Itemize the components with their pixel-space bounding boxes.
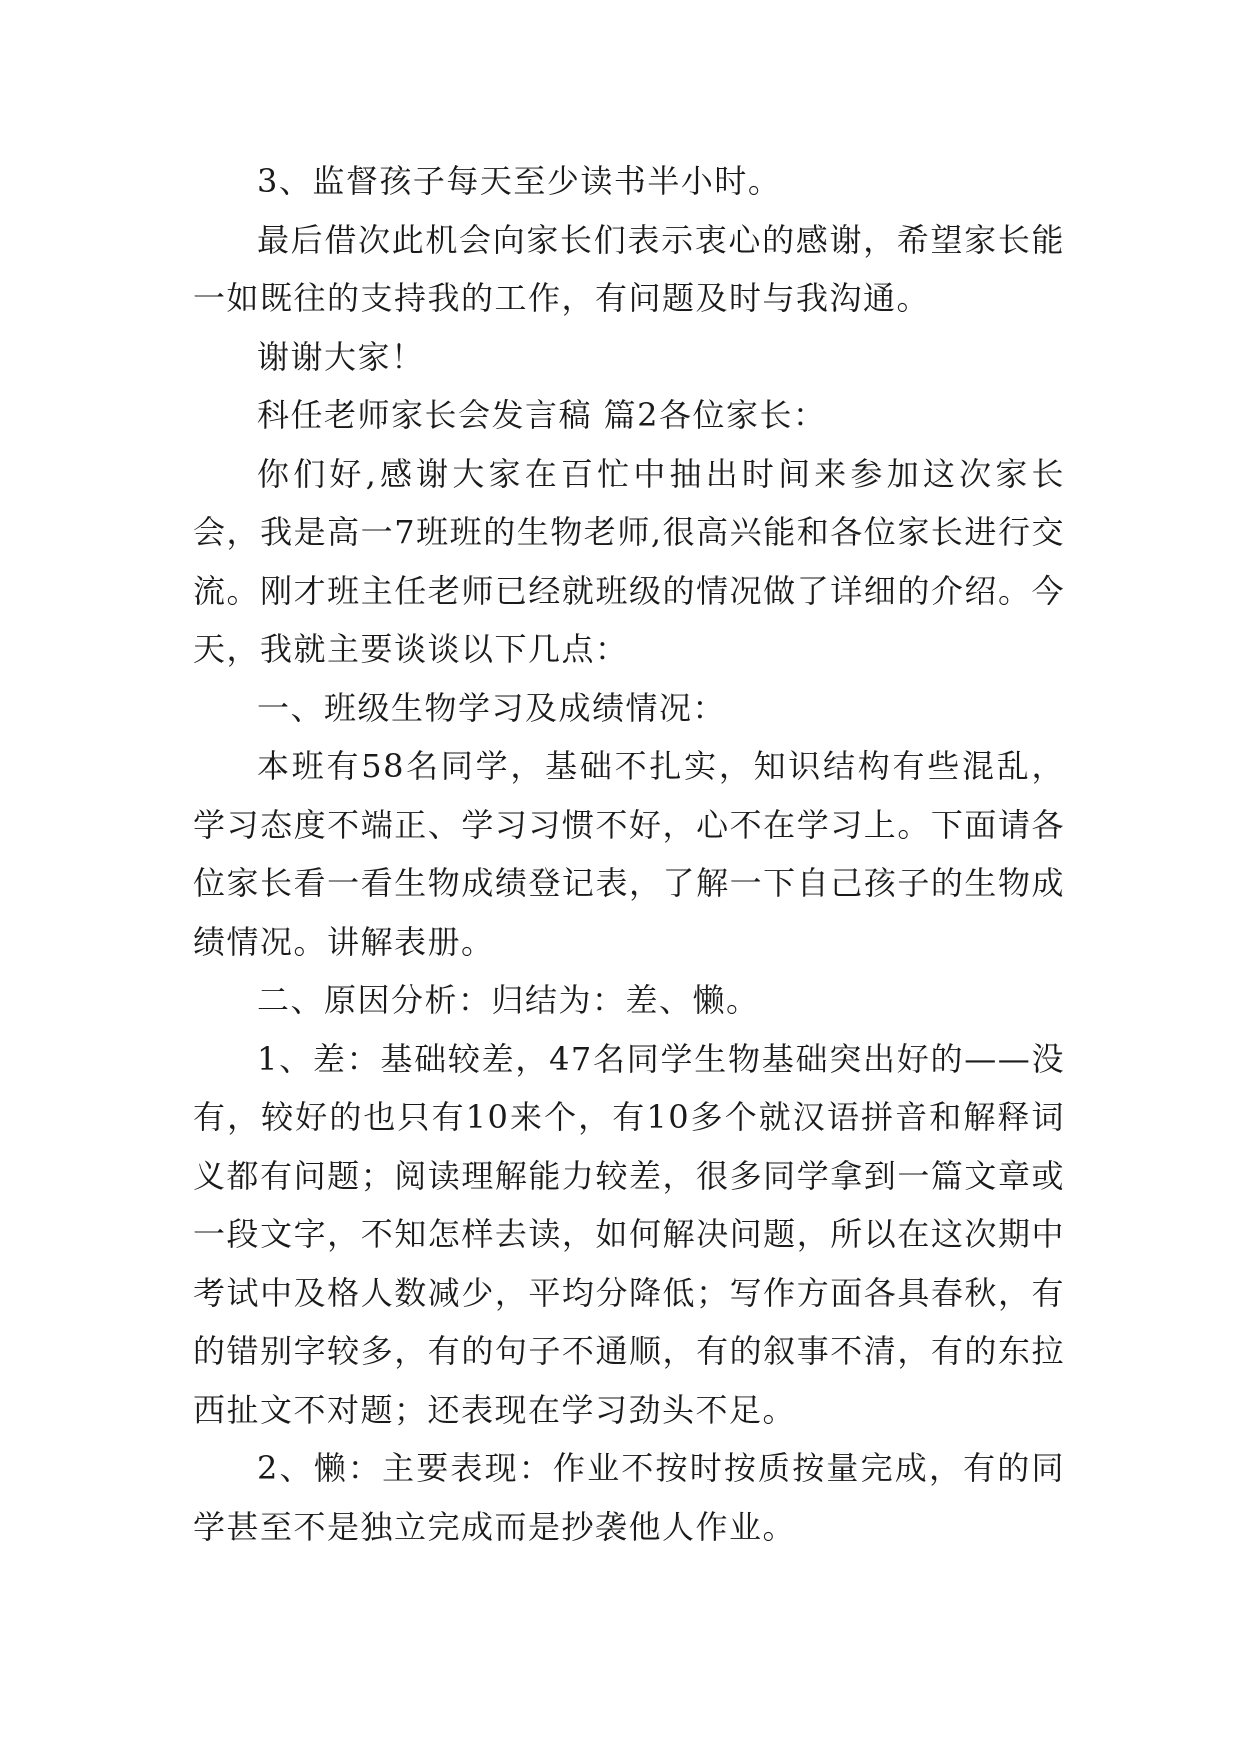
paragraph-greeting: 你们好,感谢大家在百忙中抽出时间来参加这次家长会，我是高一7班班的生物老师,很高兴能和各位家长进行交流。刚才班主任老师已经就班级的情况做了详细的介绍。今天，我就主要谈谈以下几点： — [193, 454, 1065, 668]
paragraph-laziness: 2、懒：主要表现：作业不按时按质按量完成，有的同学甚至不是独立完成而是抄袭他人作业。 — [193, 1449, 1065, 1546]
paragraph-class-overview: 本班有58名同学，基础不扎实，知识结构有些混乱，学习态度不端正、学习习惯不好，心不在学习上。下面请各位家长看一看生物成绩登记表，了解一下自己孩子的生物成绩情况。讲解表册。 — [193, 747, 1065, 961]
paragraph-reading-supervision: 3、监督孩子每天至少读书半小时。 — [257, 162, 782, 200]
paragraph-speech-heading: 科任老师家长会发言稿 篇2各位家长： — [257, 396, 827, 434]
paragraph-thanks-parents: 最后借次此机会向家长们表示衷心的感谢，希望家长能一如既往的支持我的工作，有问题及时与我沟通。 — [193, 220, 1065, 317]
paragraph-poor-foundation: 1、差：基础较差，47名同学生物基础突出好的——没有，较好的也只有10来个，有10多个就汉语拼音和解释词义都有问题；阅读理解能力较差，很多同学拿到一篇文章或一段文字，不知怎样去读，如何解决问题，所以在这次期中考试中及格人数减少，平均分降低；写作方面各具春秋，有的错别字较多，有的句子不通顺，有的叙事不清，有的东拉西扯文不对题；还表现在学习劲头不足。 — [193, 1039, 1065, 1429]
section-heading-class-performance: 一、班级生物学习及成绩情况： — [257, 688, 727, 727]
section-heading-cause-analysis: 二、原因分析：归结为：差、懒。 — [257, 981, 760, 1019]
document-body — [193, 152, 1065, 1556]
paragraph-thank-you: 谢谢大家！ — [257, 337, 425, 376]
